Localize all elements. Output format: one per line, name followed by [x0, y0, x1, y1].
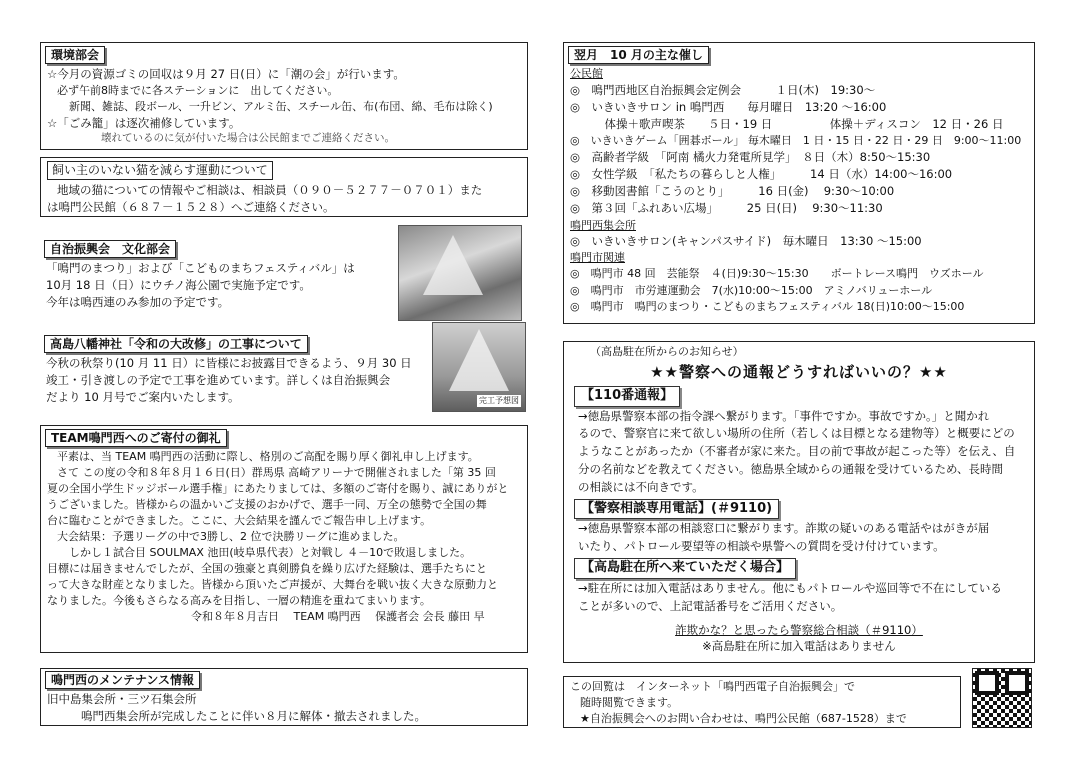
- environment-line: 必ず午前8時までに各ステーションに 出してください。: [57, 83, 339, 97]
- donation-line: 大会結果：予選リーグの中で3勝し、2 位で決勝リーグに進めました。: [57, 529, 405, 543]
- shrine-title: 高島八幡神社「令和の大改修」の工事について: [44, 335, 308, 353]
- donation-line: さて この度の令和８年８月１６日(日）群馬県 高崎アリーナで開催されました「第 35 回: [57, 466, 496, 480]
- maintenance-title: 鳴門西のメンテナンス情報: [45, 671, 200, 689]
- contact-line: 随時閲覧できます。: [580, 695, 679, 709]
- environment-line: 壊れているのに気が付いた場合は公民館までご連絡ください。: [101, 132, 395, 145]
- police-110-line: の相談には不向きです。: [578, 479, 704, 494]
- event-row: ◎ 第３回「ふれあい広場」 25 日(日) 9:30～11:30: [570, 201, 883, 216]
- contact-section: [563, 676, 961, 728]
- events-section-label: 鳴門西集会所: [570, 218, 636, 232]
- event-row: ◎ 鳴門市 市労連運動会 7(水)10:00～15:00 アミノバリューホール: [570, 283, 933, 297]
- shrine-photo-caption: 完工予想図: [479, 396, 519, 406]
- shrine-line: だより 10 月号でご案内いたします。: [46, 389, 240, 404]
- culture-line: 10月 18 日（日）にウチノ海公園で実施予定です。: [46, 277, 311, 292]
- police-visit-line: ことが多いので、上記電話番号をご活用ください。: [578, 598, 843, 613]
- police-visit-heading: 【高島駐在所へ来ていただく場合】: [574, 558, 796, 579]
- police-9110-line: いたり、パトロール要望等の相談や県警への質問を受け付けています。: [578, 539, 945, 554]
- event-row: ◎ いきいきゲーム「囲碁ボール」 毎木曜日 1 日・15 日・22 日・29 日 9:00～11:00: [570, 134, 1022, 148]
- shrine-line: 竣工・引き渡しの予定で工事を進めています。詳しくは自治振興会: [46, 372, 391, 387]
- donation-line: 平素は、当 TEAM 鳴門西の活動に際し、格別のご高配を賜り厚く御礼申し上げます。: [57, 450, 479, 464]
- event-row: ◎ 移動図書館「こうのとり」 16 日(金) 9:30～10:00: [570, 184, 895, 199]
- shrine-photo: [432, 322, 526, 412]
- donation-title: TEAM鳴門西へのご寄付の御礼: [45, 429, 227, 447]
- event-row: ◎ 女性学級 「私たちの暮らしと人権」 14 日（水）14:00～16:00: [570, 167, 953, 182]
- festival-photo: [398, 225, 522, 321]
- donation-signature: 令和８年８月吉日 TEAM 鳴門西 保護者会 会長 藤田 早: [191, 609, 485, 623]
- events-section: [563, 42, 1035, 324]
- police-9110-heading: 【警察相談専用電話】(＃9110): [574, 499, 779, 520]
- police-notice: [563, 341, 1035, 663]
- police-110-line: 分の名前などを教えてください。徳島県全域からの通報を受けているため、長時間: [578, 461, 1004, 476]
- event-row: ◎ 鳴門市 48 回 芸能祭 ４(日)9:30～15:30 ボートレース鳴門 ウズホール: [570, 267, 984, 281]
- event-row: ◎ 鳴門市 鳴門のまつり・こどものまちフェスティバル 18(日)10:00～15:00: [570, 299, 965, 313]
- donation-line: 夏の全国小学生ドッジボール選手権」にあたりましては、多額のご寄付を賜り、誠にありがと: [47, 482, 509, 496]
- cat-title: 飼い主のいない猫を減らす運動について: [47, 161, 273, 180]
- donation-line: って大きな財産となりました。皆様から頂いたご声援が、大舞台を戦い抜く大きな原動力と: [47, 577, 498, 591]
- donation-line: 目標には届きませんでしたが、全国の強豪と真剣勝負を繰り広げた経験は、選手たちにと: [47, 561, 487, 575]
- donation-line: なりました。今後もさらなる高みを目指し、一層の精進を重ねてまいります。: [47, 593, 431, 607]
- environment-line: 新聞、雑誌、段ボール、一升ビン、アルミ缶、スチール缶、布(布団、綿、毛布は除く): [69, 99, 493, 113]
- culture-section: [40, 237, 392, 313]
- events-section-label: 鳴門市関連: [570, 251, 625, 265]
- donation-line: うございました。皆様からの温かいご支援のおかげで、選手一同、万全の態勢で全国の舞: [47, 498, 487, 511]
- maintenance-section: [40, 668, 528, 726]
- maintenance-line: 鳴門西集会所が完成したことに伴い８月に解体・撤去されました。: [81, 708, 426, 723]
- environment-section: [40, 42, 528, 150]
- event-row: ◎ 高齢者学級 「阿南 橘火力発電所見学」 ８日（木）8:50～15:30: [570, 150, 931, 165]
- environment-line: ☆今月の資源ゴミの回収は９月 27 日(日）に「潮の会」が行います。: [47, 67, 405, 82]
- cat-line: 地域の猫についての情報やご相談は、相談員（０９０－５２７７－０７０１）また: [57, 183, 483, 198]
- police-110-line: →徳島県警察本部の指令課へ繋がります。「事件ですか。事故ですか。」と聞かれ: [578, 408, 990, 423]
- qr-code[interactable]: [972, 668, 1032, 728]
- environment-line: ☆「ごみ籠」は逐次補修しています。: [47, 115, 241, 130]
- police-footer: ※高島駐在所に加入電話はありません: [702, 639, 896, 654]
- events-title: 翌月 10 月の主な催し: [568, 46, 709, 64]
- police-title: ★★警察への通報どうすればいいの？★★: [650, 362, 948, 381]
- event-row: ◎ いきいきサロン in 鳴門西 毎月曜日 13:20 ～16:00: [570, 100, 887, 115]
- police-110-line: るので、警察官に来て欲しい場所の住所（若しくは目標となる建物等）と概要にどの: [578, 426, 1015, 441]
- donation-line: 台に臨むことができました。ここに、大会結果を謹んでご報告申し上げます。: [47, 513, 432, 527]
- police-visit-line: →駐在所には加入電話はありません。他にもパトロールや巡回等で不在にしている: [578, 580, 1002, 595]
- donation-line: しかし１試合目 SOULMAX 池田(岐阜県代表）と対戦し ４－10で敗退しました。: [69, 545, 472, 559]
- culture-line: 今年は鳴西連のみ参加の予定です。: [46, 294, 230, 309]
- police-110-heading: 【110番通報】: [574, 386, 680, 407]
- event-row: 体操＋歌声喫茶 ５日・19 日 体操＋ディスコン 12 日・26 日: [570, 117, 1004, 132]
- culture-line: 「鳴門のまつり」および「こどものまちフェスティバル」は: [46, 261, 355, 276]
- contact-line: この回覧は インターネット「鳴門西電子自治振興会」で: [570, 680, 856, 693]
- environment-title: 環境部会: [45, 46, 105, 64]
- contact-line: ★自治振興会へのお問い合わせは、鳴門公民館（687-1528）まで: [580, 711, 907, 725]
- police-footer: 詐欺かな？と思ったら警察総合相談（＃9110）: [675, 622, 923, 637]
- cat-section: [40, 157, 528, 217]
- police-110-line: ようなことがあったか（不審者が家に来た。目の前で事故が起こった等）を伝え、自: [578, 444, 1016, 459]
- cat-line: は鳴門公民館（６８７－１５２８）へご連絡ください。: [47, 200, 335, 215]
- culture-title: 自治振興会 文化部会: [44, 240, 176, 258]
- event-row: ◎ 鳴門西地区自治振興会定例会 １日(木) 19:30～: [570, 83, 876, 98]
- event-row: ◎ いきいきサロン(キャンパスサイド) 毎木曜日 13:30 ～15:00: [570, 234, 922, 249]
- police-9110-line: →徳島県警察本部の相談窓口に繋がります。詐欺の疑いのある電話やはがきが届: [578, 521, 990, 536]
- donation-section: [40, 425, 528, 653]
- police-source: （高島駐在所からのお知らせ）: [590, 345, 744, 358]
- shrine-line: 今秋の秋祭り(10 月 11 日）に皆様にお披露目できるよう、９月 30 日: [46, 356, 412, 371]
- shrine-section: [40, 332, 420, 408]
- maintenance-line: 旧中島集会所・三ツ石集会所: [47, 692, 197, 707]
- events-section-label: 公民館: [570, 67, 603, 81]
